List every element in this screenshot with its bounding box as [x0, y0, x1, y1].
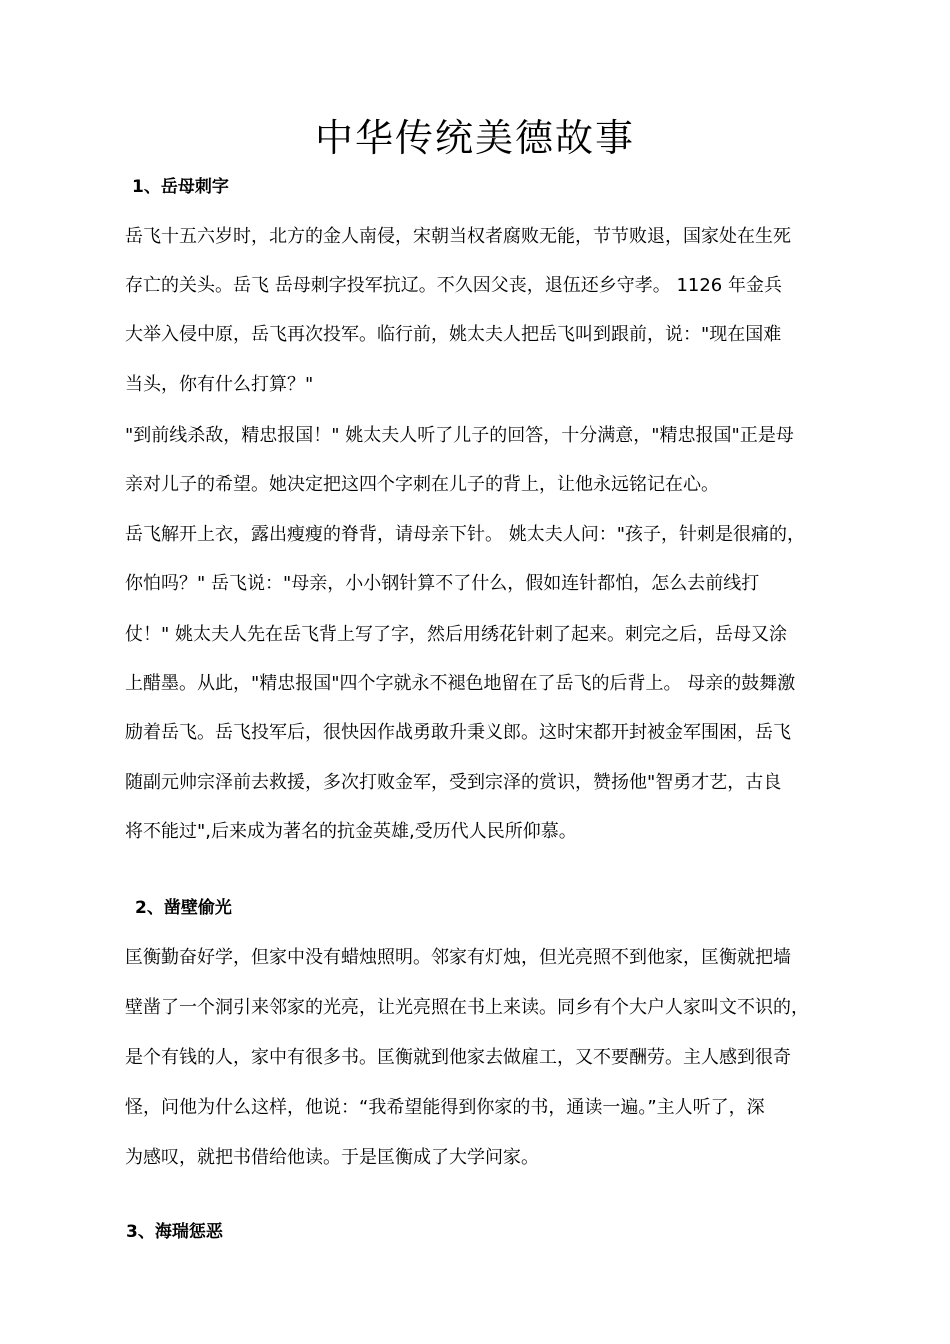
paragraph-line: 上醋墨。从此，"精忠报国"四个字就永不褪色地留在了岳飞的后背上。 母亲的鼓舞激: [125, 673, 796, 694]
paragraph-line: 壁凿了一个洞引来邻家的光亮，让光亮照在书上来读。同乡有个大户人家叫文不识的，: [125, 997, 809, 1018]
section-heading: 2、凿壁偷光: [135, 898, 232, 918]
section-heading: 3、海瑞惩恶: [126, 1222, 223, 1242]
paragraph-line: 亲对儿子的希望。她决定把这四个字刺在儿子的背上，让他永远铭记在心。: [125, 474, 719, 495]
paragraph-line: "到前线杀敌，精忠报国！" 姚太夫人听了儿子的回答，十分满意，"精忠报国"正是母: [125, 425, 794, 446]
paragraph-line: 励着岳飞。岳飞投军后，很快因作战勇敢升秉义郎。这时宋都开封被金军围困，岳飞: [125, 722, 791, 743]
paragraph-line: 仗！" 姚太夫人先在岳飞背上写了字，然后用绣花针刺了起来。刺完之后，岳母又涂: [125, 624, 787, 645]
paragraph-line: 是个有钱的人，家中有很多书。匡衡就到他家去做雇工，又不要酬劳。主人感到很奇: [125, 1047, 791, 1068]
paragraph-line: 怪，问他为什么这样，他说：“我希望能得到你家的书，通读一遍。”主人听了，深: [125, 1097, 765, 1118]
paragraph-line: 岳飞十五六岁时，北方的金人南侵，宋朝当权者腐败无能，节节败退，国家处在生死: [125, 226, 791, 247]
paragraph-line: 存亡的关头。岳飞 岳母刺字投军抗辽。不久因父丧，退伍还乡守孝。 1126 年金兵: [125, 275, 782, 296]
paragraph-line: 岳飞解开上衣，露出瘦瘦的脊背，请母亲下针。 姚太夫人问："孩子，针刺是很痛的，: [125, 524, 805, 545]
paragraph-line: 随副元帅宗泽前去救援，多次打败金军，受到宗泽的赏识，赞扬他"智勇才艺，古良: [125, 772, 782, 793]
paragraph-line: 将不能过",后来成为著名的抗金英雄,受历代人民所仰慕。: [125, 821, 577, 842]
paragraph-line: 为感叹，就把书借给他读。于是匡衡成了大学问家。: [125, 1147, 539, 1168]
paragraph-line: 匡衡勤奋好学，但家中没有蜡烛照明。邻家有灯烛，但光亮照不到他家，匡衡就把墙: [125, 947, 791, 968]
paragraph-line: 当头，你有什么打算？": [125, 374, 314, 395]
paragraph-line: 你怕吗？" 岳飞说："母亲，小小钢针算不了什么，假如连针都怕，怎么去前线打: [125, 573, 760, 594]
paragraph-line: 大举入侵中原，岳飞再次投军。临行前，姚太夫人把岳飞叫到跟前，说："现在国难: [125, 324, 782, 345]
section-heading: 1、岳母刺字: [132, 177, 229, 197]
page-title: 中华传统美德故事: [314, 116, 635, 160]
